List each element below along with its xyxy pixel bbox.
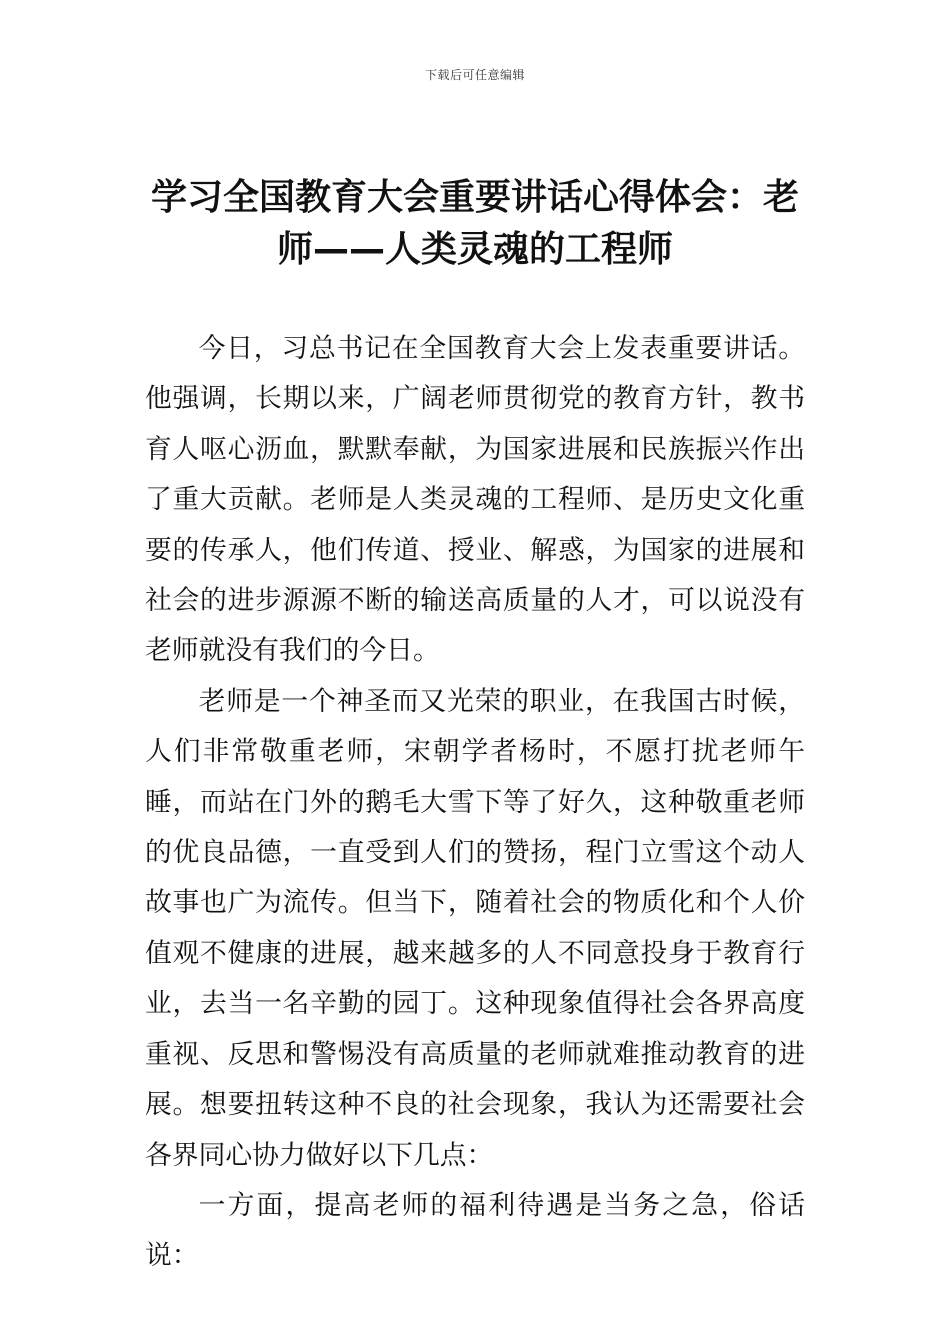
document-body bbox=[145, 324, 805, 1282]
paragraph-1: 今日，习总书记在全国教育大会上发表重要讲话。他强调，长期以来，广阔老师贯彻党的教育方针，教书育人呕心沥血，默默奉献，为国家进展和民族振兴作出了重大贡献。老师是人类灵魂的工程师、是历史文化重要的传承人，他们传道、授业、解惑，为国家的进展和社会的进步源源不断的输送高质量的人才，可以说没有老师就没有我们的今日。 bbox=[145, 333, 805, 667]
page-header: 下载后可任意编辑 bbox=[424, 68, 525, 82]
paragraph-3: 一方面，提高老师的福利待遇是当务之急，俗话说： bbox=[145, 1189, 805, 1272]
document-title bbox=[145, 172, 805, 276]
title-line-1: 学习全国教育大会重要讲话心得体会：老 bbox=[150, 177, 799, 218]
paragraph-2: 老师是一个神圣而又光荣的职业，在我国古时候，人们非常敬重老师，宋朝学者杨时，不愿打扰老师午睡，而站在门外的鹅毛大雪下等了好久，这种敬重老师的优良品德，一直受到人们的赞扬，程门立雪这个动人故事也广为流传。但当下，随着社会的物质化和个人价值观不健康的进展，越来越多的人不同意投身于教育行业，去当一名辛勤的园丁。这种现象值得社会各界高度重视、反思和警惕没有高质量的老师就难推动教育的进展。想要扭转这种不良的社会现象，我认为还需要社会各界同心协力做好以下几点： bbox=[145, 685, 805, 1171]
title-line-2: 师——人类灵魂的工程师 bbox=[276, 229, 673, 270]
